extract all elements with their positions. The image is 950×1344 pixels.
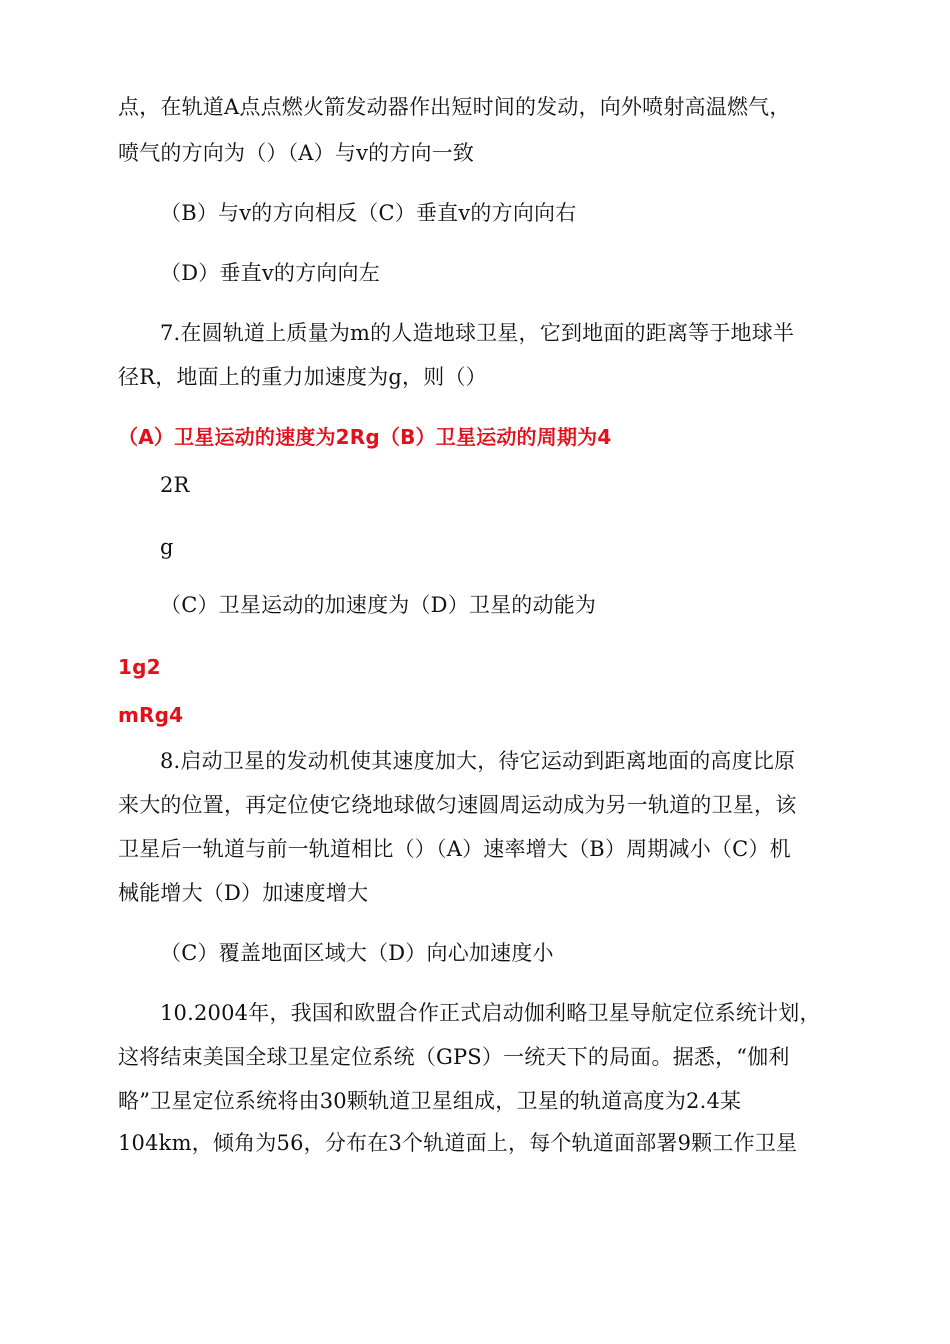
- formula-fragment: g: [160, 535, 174, 559]
- question-8-line: 8.启动卫星的发动机使其速度加大，待它运动到距离地面的高度比原: [160, 749, 796, 773]
- question-8-line: 械能增大（D）加速度增大: [118, 881, 369, 905]
- question-10-line: 104km，倾角为56，分布在3个轨道面上，每个轨道面部署9颗工作卫星: [118, 1131, 798, 1155]
- highlighted-formula-fragment: mRg4: [118, 703, 184, 727]
- question-10-line: 这将结束美国全球卫星定位系统（GPS）一统天下的局面。据悉，“伽利: [118, 1045, 790, 1069]
- highlighted-option-line: （A）卫星运动的速度为2Rg（B）卫星运动的周期为4: [118, 425, 612, 449]
- question-7-line: 7.在圆轨道上质量为m的人造地球卫星，它到地面的距离等于地球半: [160, 321, 795, 345]
- highlighted-formula-fragment: 1g2: [118, 655, 161, 679]
- option-line: （C）卫星运动的加速度为（D）卫星的动能为: [160, 593, 597, 617]
- option-line: （D）垂直v的方向向左: [160, 261, 380, 285]
- option-line: （B）与v的方向相反（C）垂直v的方向向右: [160, 201, 577, 225]
- question-10-line: 略”卫星定位系统将由30颗轨道卫星组成，卫星的轨道高度为2.4某: [118, 1089, 742, 1113]
- question-8-line: 来大的位置，再定位使它绕地球做匀速圆周运动成为另一轨道的卫星，该: [118, 793, 797, 817]
- text-line: 点，在轨道A点点燃火箭发动器作出短时间的发动，向外喷射高温燃气，: [118, 95, 791, 119]
- question-10-line: 10.2004年，我国和欧盟合作正式启动伽利略卫星导航定位系统计划，: [160, 1001, 821, 1025]
- question-7-line: 径R，地面上的重力加速度为g，则（）: [118, 365, 487, 389]
- text-line: 喷气的方向为（）（A）与v的方向一致: [118, 141, 475, 165]
- formula-fragment: 2R: [160, 473, 190, 497]
- option-line: （C）覆盖地面区域大（D）向心加速度小: [160, 941, 554, 965]
- question-8-line: 卫星后一轨道与前一轨道相比（）（A）速率增大（B）周期减小（C）机: [118, 837, 791, 861]
